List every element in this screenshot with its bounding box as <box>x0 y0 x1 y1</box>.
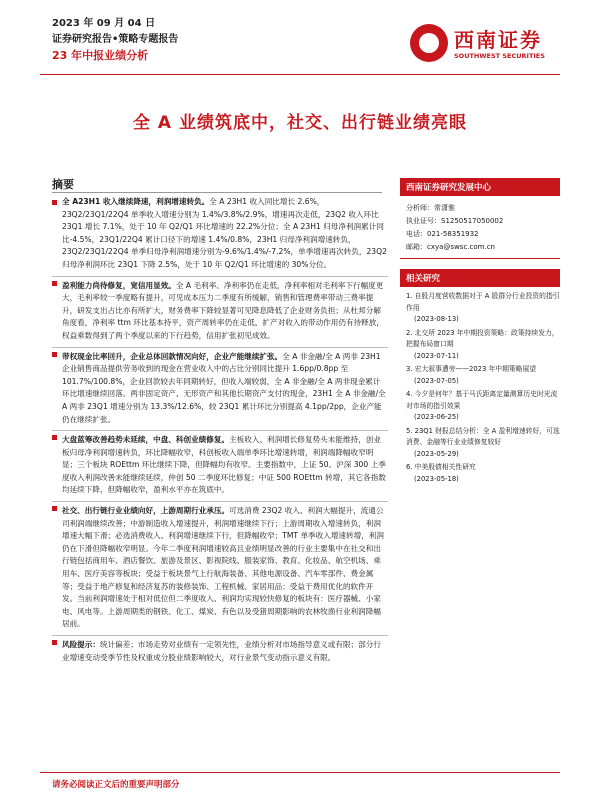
report-date: 2023 年 09 月 04 日 <box>52 18 156 29</box>
abstract-body <box>52 196 388 668</box>
logo-name-cn: 西南证券 <box>454 28 542 52</box>
related-item[interactable] <box>406 389 560 424</box>
related-item-date: (2023-07-05) <box>414 376 459 385</box>
related-item-date: (2023-06-25) <box>414 413 459 421</box>
summary-paragraph <box>52 196 388 272</box>
summary-paragraph <box>52 276 388 343</box>
summary-paragraph <box>52 501 388 631</box>
related-item-title: 2. 北交所 2023 年中期投资策略：政策持续发力，把握布局窗口期 <box>406 328 559 348</box>
paragraph-heading: 社交、出行链行业业绩向好，上游周期行业承压。 <box>62 506 230 516</box>
related-item[interactable] <box>406 291 560 326</box>
paragraph-text: 全 A 23H1 收入同比增长 2.6%，23Q2/23Q1/22Q4 单季收入增速分别为 1.4%/3.8%/2.9%，增速再次走低，23Q2 收入环比 23Q1 增长 7.1%，处于 10 年 Q2/Q1 环比增速的 22.2%分位；全 A 23H1 归母净利润累计同比-4.5%，23Q1/22Q4 累计口径下的增速 1.4%/0.8%，23H1 归母净利润增速转负，23Q2/23Q1/22Q4 单季归母净利润增速分别为-9.6%/1.4%/-7.2%，单季增速再次转负，23Q2 归母净利润环比 23Q1 下降 2.5%，处于 10 年 Q2/Q1 环比增速的 30%分位。 <box>62 197 387 269</box>
team-heading: 西南证券研究发展中心 <box>400 178 560 196</box>
paragraph-heading: 盈利能力尚待修复，宽信用显效。 <box>62 280 176 290</box>
report-category: 证券研究报告•策略专题报告 <box>52 34 179 45</box>
paragraph-heading: 带权现金比率回升，企业总体回款情况向好，企业产能继续扩张。 <box>62 351 283 361</box>
header-divider <box>40 74 560 75</box>
related-item[interactable] <box>406 364 560 387</box>
analyst-phone: 电话：021-58351932 <box>406 230 479 238</box>
related-item-date: (2023-05-18) <box>414 474 459 483</box>
related-item[interactable] <box>406 426 560 461</box>
footer-divider <box>40 772 560 773</box>
paragraph-text: 主板收入、利润增长修复势头未能维持，创业板归母净利润增速转负，环比降幅收窄，科创板收入端单季环比增速转增，利润端降幅收窄明显；三个板块 ROEttm 环比继续下降，但降幅均有收窄。主要指数中，上证 50、沪深 300 上季度收入利润改善未能继续延续，仲创 50 二季度环比修复；中证 500 ROEttm 转增，其它各指数均延续下降，但降幅收窄，盈利水平亦在筑底中。 <box>62 435 386 495</box>
related-list <box>400 287 560 485</box>
related-item[interactable] <box>406 462 560 485</box>
logo-emblem-icon <box>410 24 448 62</box>
logo-name-en: SOUTHWEST SECURITIES <box>454 52 545 60</box>
paragraph-text: 统计偏差；市场走势对业绩有一定领先性，业绩分析对市场指导意义或有限；部分行业增速变动受季节性及权重成分股业绩影响较大，对行业景气变动指示意义有限。 <box>62 640 381 662</box>
related-item-date: (2023-05-29) <box>414 449 459 458</box>
related-item-title: 1. 自股月度营收数据对于 A 股群分行业投资的指引作用 <box>406 292 560 312</box>
paragraph-text: 全 A 毛利率、净利率仍在走低，净利率相对毛利率下行幅度更大，毛利率较一季度略有提升，可见成本压力二季度有所缓解，销售和管理费率带动三费率提升，研发支出占比亦有所扩大，财务费率下降较显著可见降息降低了企业财务负担；从杜邦分解角度看，净利率 ttm 环比基本持平，资产周转率仍在走低，扩产对收入的带动作用仍有待释放，权益乘数得到了两个季度以来的下行趋势，信用扩张初见成效。 <box>62 280 384 340</box>
paragraph-heading: 风险提示： <box>62 640 100 649</box>
abstract-divider <box>52 192 382 193</box>
summary-paragraph <box>52 347 388 427</box>
abstract-heading: 摘要 <box>52 178 74 191</box>
summary-paragraph <box>52 430 388 497</box>
related-item-date: (2023-08-13) <box>414 315 459 323</box>
analyst-license: 执业证号：S1250517050002 <box>406 217 504 225</box>
sidebar <box>400 178 560 487</box>
sidebar-divider <box>400 258 560 259</box>
paragraph-heading: 大盘蓝筹改善趋势未延续，中盘、科创业绩修复。 <box>62 435 230 445</box>
risk-warning <box>52 635 388 664</box>
related-item-title: 3. 宏大叙事遭旁——2023 年中期策略展望 <box>406 365 537 373</box>
analyst-name: 分析师：常潇雅 <box>406 204 455 212</box>
report-tag: 23 年中报业绩分析 <box>52 49 149 62</box>
related-heading: 相关研究 <box>400 269 560 287</box>
paragraph-text: 可选消费 23Q2 收入、利润大幅提升，流通公司利润端继续改善；中游制造收入增速提升，利润增速继续下行；上游周期收入增速转负，利润增速大幅下滑；必选消费收入、利润增速继续下行，但降幅收窄；TMT 单季收入增速转增，利润仍在下滑但降幅收窄明显。今年二季度利润增速较高且业绩明显改善的行业主要集中在社交和出行链包括商用车、酒店餐饮、旅游及景区、影视院线、服装家饰、教育、化妆品、航空机场、乘用车、医疗美容等板块；受益于板块景气上行航海装备、其他电源设备、汽车零部件、费金属等；受益于地产修复和经济复苏的装修装饰、工程机械、家居用品；受益于费用优化的软件开发。当前利润增速处于相对低位但二季度收入、利润均实现较快修复的板块有：医疗器械、小家电、风电等。上游周期类的钢铁、化工、煤炭、有色以及受猪周期影响的农林牧渔行业利润降幅居前。 <box>62 506 384 629</box>
report-title: 全 A 业绩筑底中，社交、出行链业绩亮眼 <box>133 113 467 133</box>
related-item-title: 4. 今夕是何年？基于马氏距离定量测算历史时光流对市场的指引效果 <box>406 390 558 410</box>
paragraph-heading: 全 A23H1 收入继续降速，利润增速转负。 <box>62 197 210 206</box>
related-item-title: 6. 中美股债相关性研究 <box>406 463 476 471</box>
paragraph-text: 全 A 非金融/全 A 两非 23H1 企业销售商品提供劳务收到的现金在营业收入中的占比分别同比提升 1.6pp/0.8pp 至 101.7%/100.8%，企业回款较去年同期转好，但收入端较弱，全 A 非金融/全 A 两非现金累计环比增速继续回落。两非固定资产、无形资产和其他长期资产支付的现金，23H1 全 A 非金融/全 A 两非 23Q1 增速分别为 13.3%/12.6%，较 23Q1 累计环比分别提高 4.1pp/2pp，企业产能仍在继续扩张。 <box>62 351 386 424</box>
company-logo <box>410 22 560 68</box>
related-item-date: (2023-07-11) <box>414 351 459 360</box>
footer-disclaimer: 请务必阅读正文后的重要声明部分 <box>52 780 180 790</box>
analyst-email[interactable]: 邮箱：cxya@swsc.com.cn <box>406 243 495 251</box>
related-item[interactable] <box>406 328 560 363</box>
analyst-contact <box>400 196 560 258</box>
related-item-title: 5. 23Q1 财报总结分析：全 A 盈利增速转好，可选消费、金融等行业业绩修复较好 <box>406 426 560 446</box>
